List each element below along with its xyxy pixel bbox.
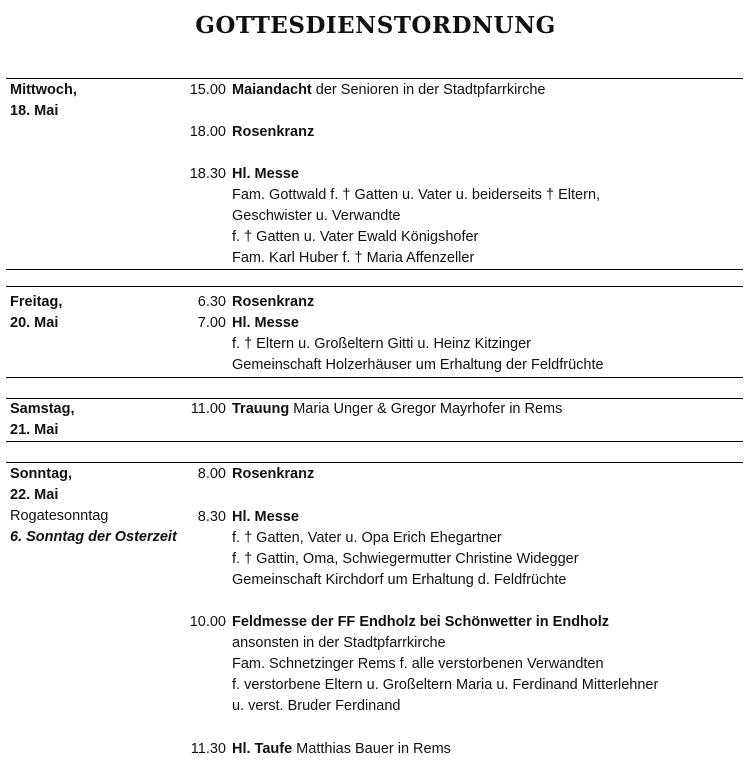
service-title: Feldmesse der FF Endholz bei Schönwetter in Endholz bbox=[232, 614, 610, 630]
intention-line: Geschwister u. Verwandte bbox=[232, 208, 401, 224]
service-title: Maiandacht bbox=[232, 82, 312, 98]
day-date: 20. Mai bbox=[10, 315, 59, 331]
service-time: 7.00 bbox=[197, 315, 226, 331]
service-title: Rosenkranz bbox=[232, 294, 315, 310]
service-text: Matthias Bauer in Rems bbox=[292, 741, 451, 757]
page-title: gottesdienstordnung bbox=[195, 2, 556, 41]
intention-line: f. † Eltern u. Großeltern Gitti u. Heinz Kitzinger bbox=[232, 336, 531, 352]
service-title: Rosenkranz bbox=[232, 124, 315, 140]
divider bbox=[6, 286, 743, 287]
service-time: 6.30 bbox=[197, 294, 226, 310]
service-text: der Senioren in der Stadtpfarrkirche bbox=[311, 82, 546, 98]
service-title: Rosenkranz bbox=[232, 466, 315, 482]
intention-line: Fam. Schnetzinger Rems f. alle verstorbenen Verwandten bbox=[232, 656, 604, 672]
service-time: 11.00 bbox=[190, 401, 226, 417]
intention-line: u. verst. Bruder Ferdinand bbox=[232, 698, 401, 714]
intention-line: Gemeinschaft Kirchdorf um Erhaltung d. Feldfrüchte bbox=[232, 572, 567, 588]
divider bbox=[6, 462, 743, 463]
intention-line: Fam. Gottwald f. † Gatten u. Vater u. beiderseits † Eltern, bbox=[232, 187, 601, 203]
service-title: Trauung bbox=[232, 401, 290, 417]
service-time: 18.30 bbox=[189, 166, 226, 182]
day-date: 18. Mai bbox=[10, 103, 59, 119]
divider bbox=[6, 269, 743, 270]
service-title: Hl. Messe bbox=[232, 166, 299, 182]
intention-line: f. verstorbene Eltern u. Großeltern Maria u. Ferdinand Mitterlehner bbox=[232, 677, 659, 693]
intention-line: f. † Gatten, Vater u. Opa Erich Ehegartner bbox=[232, 530, 502, 546]
day-name: Mittwoch, bbox=[10, 82, 77, 98]
intention-line: Gemeinschaft Holzerhäuser um Erhaltung der Feldfrüchte bbox=[232, 357, 604, 373]
liturgical-season: 6. Sonntag der Osterzeit bbox=[10, 529, 177, 545]
service-time: 15.00 bbox=[189, 82, 226, 98]
service-time: 8.00 bbox=[197, 466, 226, 482]
service-time: 10.00 bbox=[189, 614, 226, 630]
intention-line: ansonsten in der Stadtpfarrkirche bbox=[232, 635, 446, 651]
service-title: Hl. Messe bbox=[232, 315, 299, 331]
service-time: 18.00 bbox=[189, 124, 226, 140]
day-name: Sonntag, bbox=[10, 466, 73, 482]
service-title: Hl. Taufe bbox=[232, 741, 293, 757]
service-text: Maria Unger & Gregor Mayrhofer in Rems bbox=[289, 401, 563, 417]
day-date: 21. Mai bbox=[10, 422, 59, 438]
day-name: Samstag, bbox=[10, 401, 75, 417]
service-time: 8.30 bbox=[197, 509, 226, 525]
intention-line: f. † Gattin, Oma, Schwiegermutter Christine Widegger bbox=[232, 551, 579, 567]
intention-line: Fam. Karl Huber f. † Maria Affenzeller bbox=[232, 250, 475, 266]
liturgical-day: Rogatesonntag bbox=[10, 508, 109, 524]
day-date: 22. Mai bbox=[10, 487, 59, 503]
divider bbox=[6, 78, 743, 79]
service-title: Hl. Messe bbox=[232, 509, 299, 525]
service-time: 11.30 bbox=[190, 741, 226, 757]
divider bbox=[6, 441, 743, 442]
day-name: Freitag, bbox=[10, 294, 63, 310]
intention-line: f. † Gatten u. Vater Ewald Königshofer bbox=[232, 229, 479, 245]
divider bbox=[6, 377, 743, 378]
